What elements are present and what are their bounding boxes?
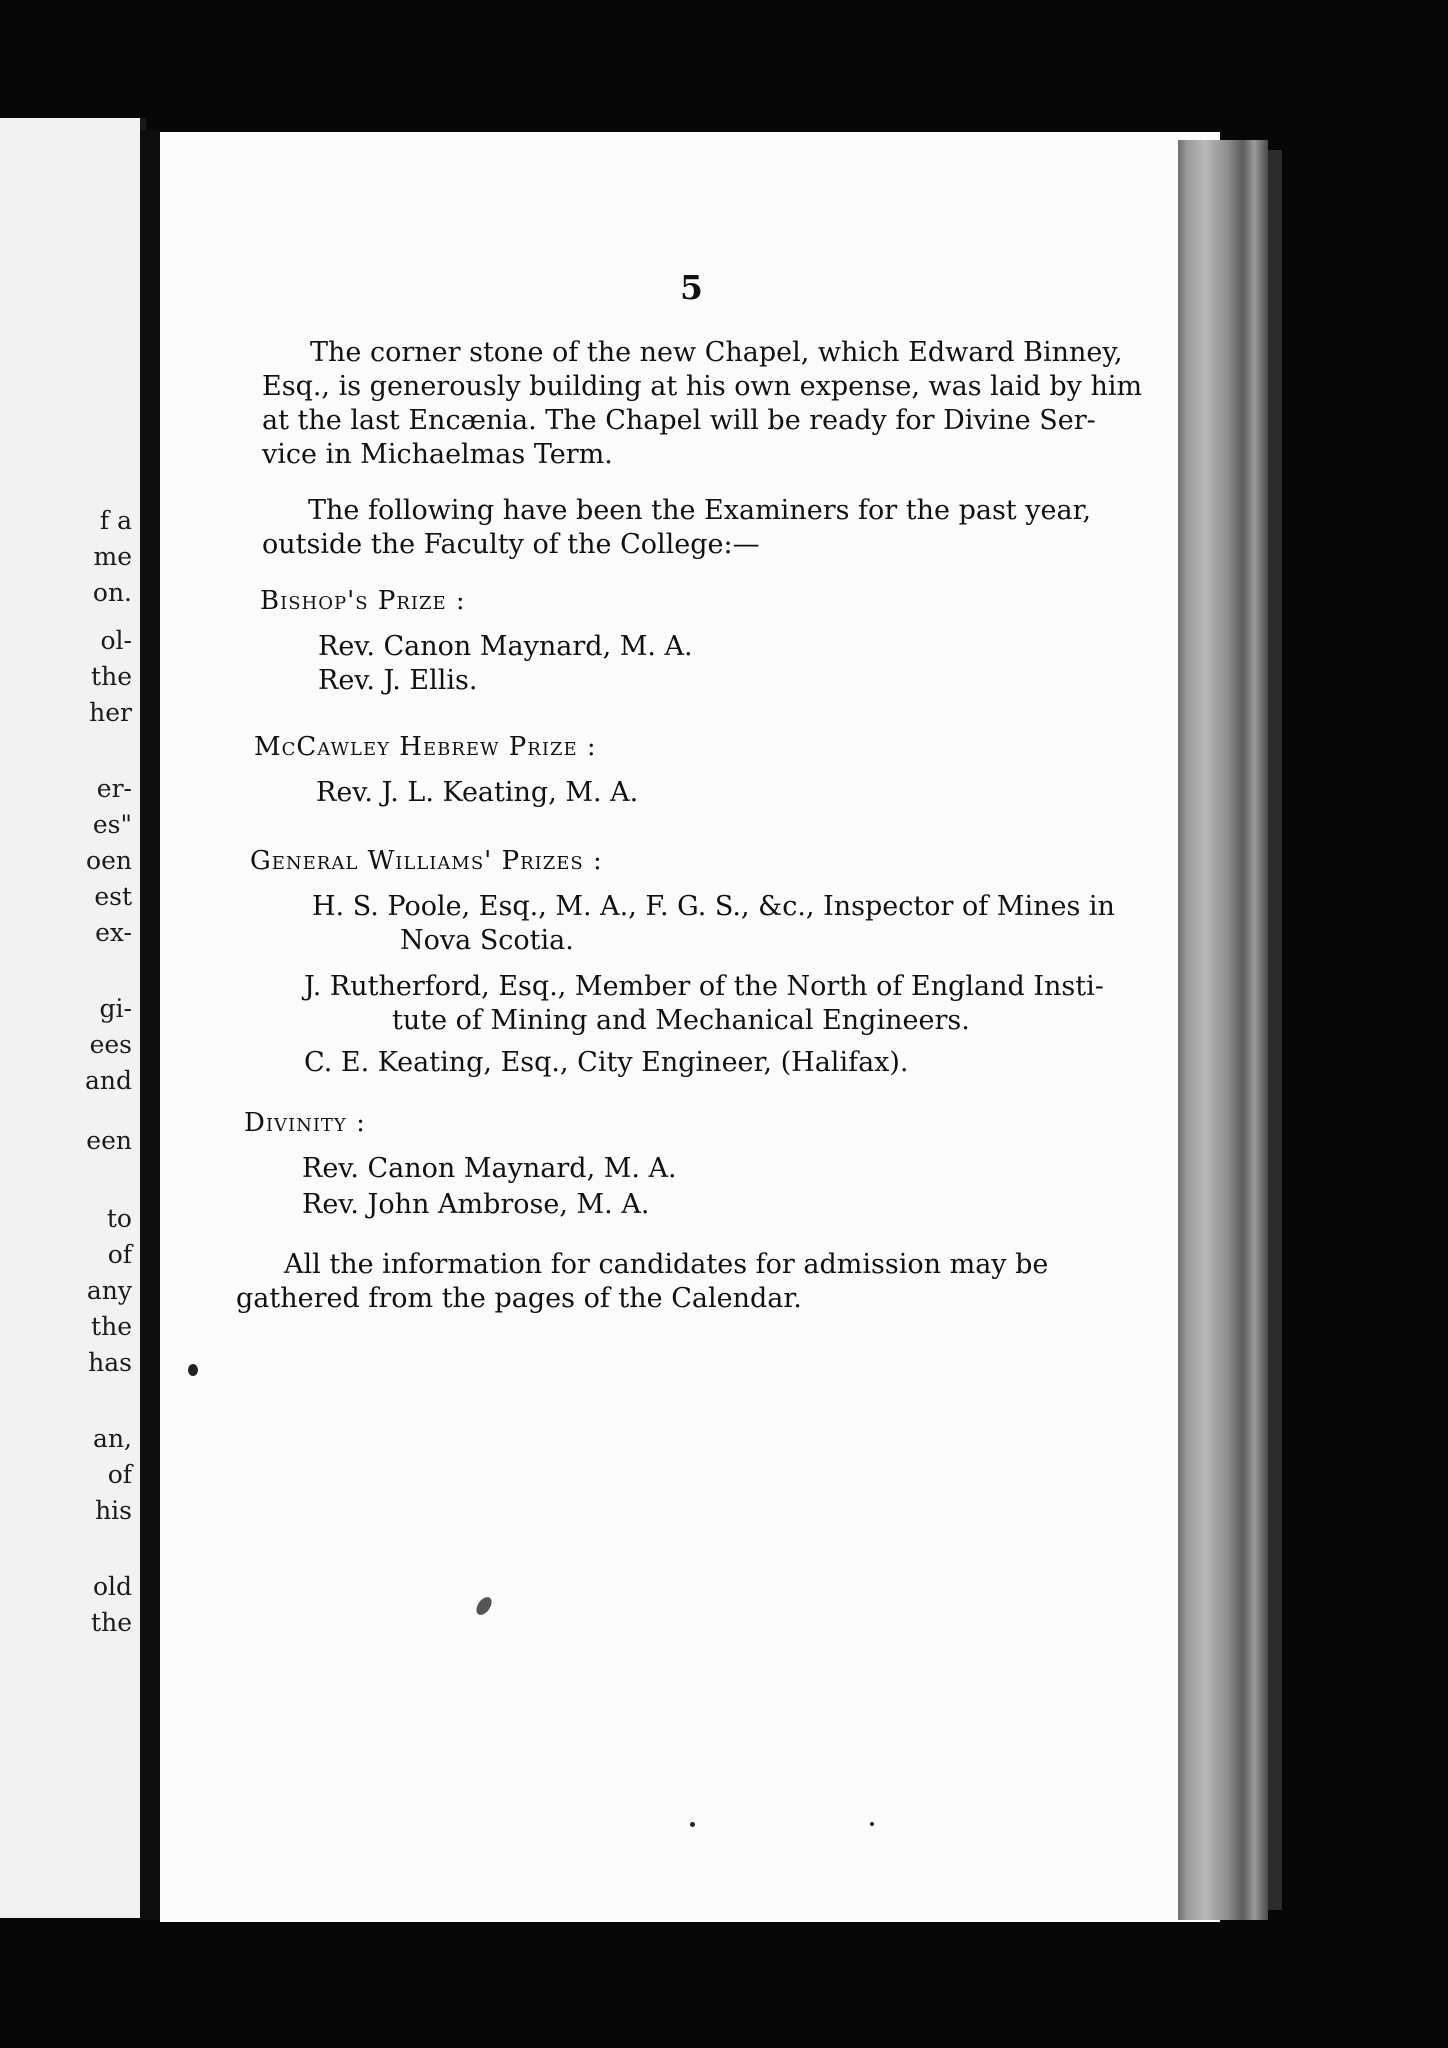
text-line: The following have been the Examiners for the past year, [308, 495, 1092, 526]
left-page-fragment: f a [99, 506, 132, 535]
ink-speck [870, 1822, 874, 1826]
left-page-fragment: the [91, 1312, 132, 1341]
left-page-fragment: her [89, 698, 132, 727]
left-page-fragment: an, [93, 1424, 132, 1453]
examiner-entry: tute of Mining and Mechanical Engineers. [392, 1005, 970, 1036]
left-page-fragment: gi- [99, 994, 132, 1023]
examiner-entry: Rev. John Ambrose, M. A. [302, 1189, 650, 1220]
left-page-fragment: ees [89, 1030, 132, 1059]
left-page-fragment: old [92, 1572, 132, 1601]
left-page-fragment: on. [92, 578, 132, 607]
examiner-entry: Rev. J. Ellis. [318, 665, 478, 696]
left-page-fragment: of [107, 1460, 132, 1489]
left-page-fragment: has [88, 1348, 132, 1377]
examiner-entry: H. S. Poole, Esq., M. A., F. G. S., &c., Inspector of Mines in [312, 891, 1115, 922]
left-page-fragment: ex- [95, 918, 132, 947]
section-heading: General Williams' Prizes : [250, 846, 603, 876]
previous-page-edge [0, 118, 146, 1918]
left-page-fragment: es" [92, 810, 132, 839]
left-page-fragment: ol- [100, 626, 132, 655]
text-line: vice in Michaelmas Term. [262, 439, 613, 470]
text-line: outside the Faculty of the College:— [262, 529, 760, 560]
left-page-fragment: of [107, 1240, 132, 1269]
text-line: gathered from the pages of the Calendar. [236, 1283, 802, 1314]
section-heading: Bishop's Prize : [260, 586, 466, 616]
examiner-entry: C. E. Keating, Esq., City Engineer, (Halifax). [304, 1047, 909, 1078]
page-edges [1178, 140, 1268, 1920]
left-page-fragment: me [93, 542, 132, 571]
left-page-fragment: any [86, 1276, 132, 1305]
left-page-fragment: the [91, 1608, 132, 1637]
ink-speck [690, 1822, 695, 1827]
examiner-entry: Rev. Canon Maynard, M. A. [302, 1153, 677, 1184]
text-line: The corner stone of the new Chapel, which Edward Binney, [310, 337, 1123, 368]
examiner-entry: Rev. Canon Maynard, M. A. [318, 631, 693, 662]
ink-speck [188, 1364, 198, 1376]
page-number: 5 [680, 268, 703, 307]
section-heading: Divinity : [244, 1108, 366, 1138]
left-page-fragment: oen [86, 846, 132, 875]
examiner-entry: Nova Scotia. [400, 925, 574, 956]
left-page-fragment: his [95, 1496, 132, 1525]
text-line: Esq., is generously building at his own expense, was laid by him [262, 371, 1143, 402]
left-page-fragment: the [91, 662, 132, 691]
left-page-fragment: est [94, 882, 132, 911]
left-page-fragment: to [106, 1204, 132, 1233]
left-page-fragment: er- [96, 774, 132, 803]
text-line: All the information for candidates for admission may be [284, 1249, 1049, 1280]
left-page-fragment: een [86, 1126, 132, 1155]
examiner-entry: Rev. J. L. Keating, M. A. [316, 777, 639, 808]
text-line: at the last Encænia. The Chapel will be ready for Divine Ser- [262, 405, 1096, 436]
section-heading: McCawley Hebrew Prize : [254, 732, 597, 762]
book-gutter [140, 130, 162, 1920]
left-page-fragment: and [84, 1066, 132, 1095]
examiner-entry: J. Rutherford, Esq., Member of the North of England Insti- [304, 971, 1104, 1002]
